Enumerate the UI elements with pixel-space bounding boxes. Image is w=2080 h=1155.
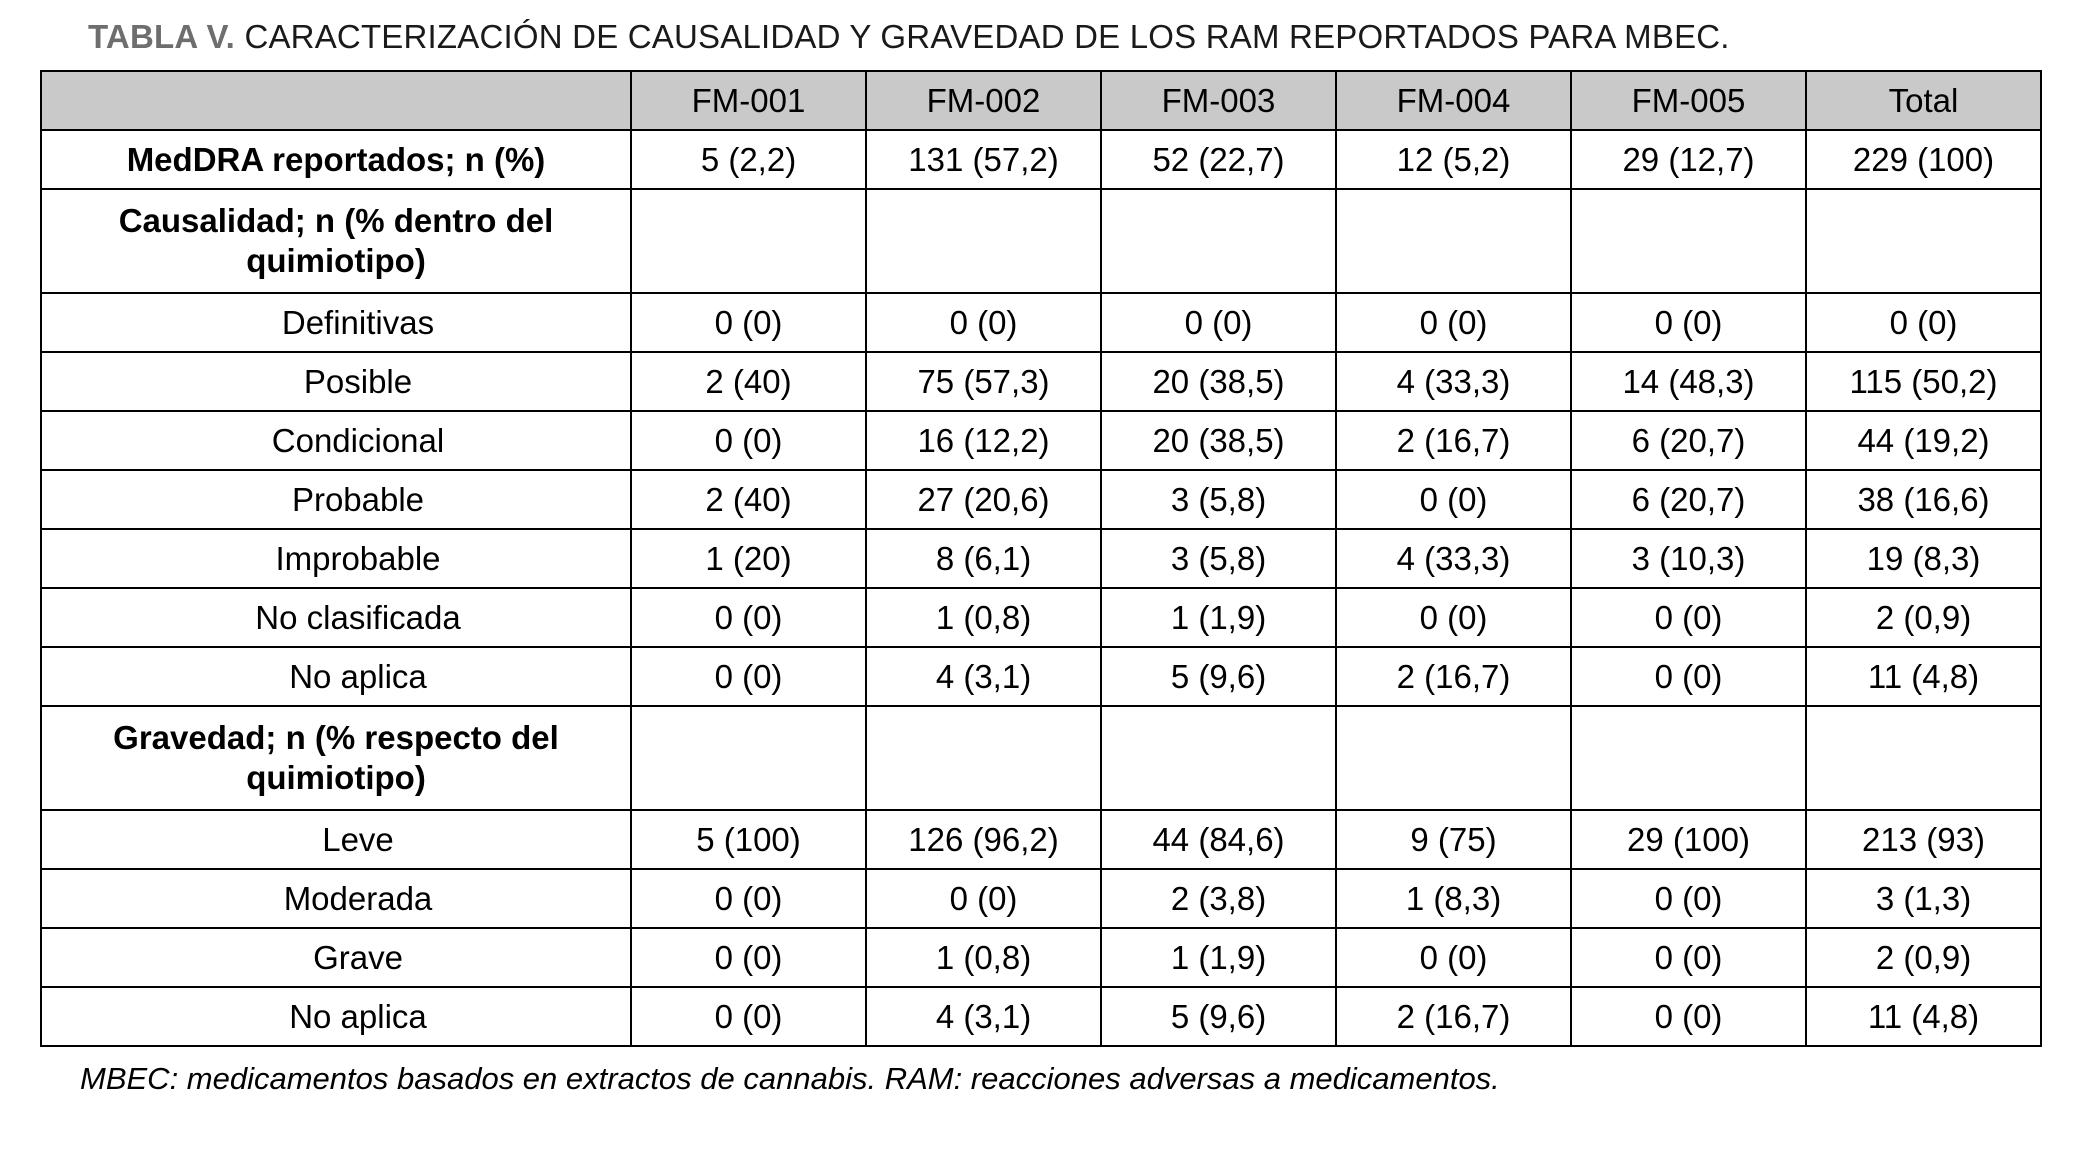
table-cell: 0 (0) (631, 411, 866, 470)
table-row (41, 588, 2041, 647)
table-cell (866, 706, 1101, 810)
table-cell: 2 (40) (631, 470, 866, 529)
table-cell: 75 (57,3) (866, 352, 1101, 411)
table-cell: 0 (0) (1336, 293, 1571, 352)
table-cell: 229 (100) (1806, 130, 2041, 189)
row-label: No clasificada (41, 588, 631, 647)
table-cell: 1 (1,9) (1101, 928, 1336, 987)
table-cell: 0 (0) (1101, 293, 1336, 352)
table-row (41, 869, 2041, 928)
table-cell: 1 (8,3) (1336, 869, 1571, 928)
table-cell: 5 (9,6) (1101, 647, 1336, 706)
table-cell: 44 (19,2) (1806, 411, 2041, 470)
row-label: Improbable (41, 529, 631, 588)
table-cell: 0 (0) (866, 869, 1101, 928)
table-cell: 4 (33,3) (1336, 352, 1571, 411)
table-cell (1806, 189, 2041, 293)
table-cell: 2 (16,7) (1336, 987, 1571, 1046)
table-cell: 8 (6,1) (866, 529, 1101, 588)
table-cell: 3 (10,3) (1571, 529, 1806, 588)
table-cell: 6 (20,7) (1571, 470, 1806, 529)
table-cell: 9 (75) (1336, 810, 1571, 869)
table-cell: 0 (0) (631, 869, 866, 928)
column-header-total: Total (1806, 71, 2041, 130)
table-cell (1336, 706, 1571, 810)
table-footnote: MBEC: medicamentos basados en extractos de cannabis. RAM: reacciones adversas a medicamentos. (80, 1061, 1500, 1096)
row-label: Grave (41, 928, 631, 987)
table-cell: 2 (16,7) (1336, 411, 1571, 470)
table-cell: 44 (84,6) (1101, 810, 1336, 869)
column-header-fm-004: FM-004 (1336, 71, 1571, 130)
table-cell: 11 (4,8) (1806, 647, 2041, 706)
row-label: No aplica (41, 647, 631, 706)
table-cell: 0 (0) (631, 647, 866, 706)
ram-causality-severity-table (40, 70, 2042, 1047)
row-label: MedDRA reportados; n (%) (41, 130, 631, 189)
table-cell: 4 (33,3) (1336, 529, 1571, 588)
table-cell: 0 (0) (1571, 588, 1806, 647)
table-header (41, 71, 2041, 130)
table-cell (631, 189, 866, 293)
table-row (41, 928, 2041, 987)
table-cell: 0 (0) (631, 293, 866, 352)
column-header-fm-002: FM-002 (866, 71, 1101, 130)
table-cell: 1 (0,8) (866, 588, 1101, 647)
table-cell: 3 (5,8) (1101, 529, 1336, 588)
row-label: Condicional (41, 411, 631, 470)
table-cell: 2 (0,9) (1806, 588, 2041, 647)
table-row (41, 470, 2041, 529)
column-header-fm-001: FM-001 (631, 71, 866, 130)
table-body (41, 130, 2041, 1046)
table-cell (1101, 706, 1336, 810)
table-cell: 0 (0) (1571, 293, 1806, 352)
table-cell: 213 (93) (1806, 810, 2041, 869)
table-cell: 2 (3,8) (1101, 869, 1336, 928)
table-cell: 6 (20,7) (1571, 411, 1806, 470)
table-cell: 3 (1,3) (1806, 869, 2041, 928)
table-caption-label: TABLA V. (88, 18, 236, 55)
table-cell: 2 (40) (631, 352, 866, 411)
table-cell: 0 (0) (631, 987, 866, 1046)
table-cell (631, 706, 866, 810)
table-cell: 27 (20,6) (866, 470, 1101, 529)
table-row (41, 647, 2041, 706)
table-cell (866, 189, 1101, 293)
table-cell: 0 (0) (1571, 869, 1806, 928)
table-cell: 3 (5,8) (1101, 470, 1336, 529)
row-label: Posible (41, 352, 631, 411)
table-cell: 115 (50,2) (1806, 352, 2041, 411)
table-cell: 12 (5,2) (1336, 130, 1571, 189)
table-row (41, 810, 2041, 869)
table-cell: 19 (8,3) (1806, 529, 2041, 588)
table-cell: 1 (1,9) (1101, 588, 1336, 647)
table-header-row (41, 71, 2041, 130)
table-row (41, 130, 2041, 189)
table-cell: 29 (100) (1571, 810, 1806, 869)
table-cell: 20 (38,5) (1101, 352, 1336, 411)
table-cell (1806, 706, 2041, 810)
table-cell: 20 (38,5) (1101, 411, 1336, 470)
table-cell: 52 (22,7) (1101, 130, 1336, 189)
table-cell: 0 (0) (1336, 588, 1571, 647)
table-cell: 126 (96,2) (866, 810, 1101, 869)
table-cell: 0 (0) (1336, 928, 1571, 987)
table-cell: 0 (0) (1336, 470, 1571, 529)
table-cell: 16 (12,2) (866, 411, 1101, 470)
table-cell (1336, 189, 1571, 293)
row-label: Probable (41, 470, 631, 529)
table-cell: 1 (20) (631, 529, 866, 588)
table-cell: 4 (3,1) (866, 647, 1101, 706)
table-cell: 38 (16,6) (1806, 470, 2041, 529)
row-label: No aplica (41, 987, 631, 1046)
table-cell: 5 (2,2) (631, 130, 866, 189)
row-label: Definitivas (41, 293, 631, 352)
table-row (41, 529, 2041, 588)
table-cell: 5 (100) (631, 810, 866, 869)
table-cell: 0 (0) (1806, 293, 2041, 352)
column-header-fm-003: FM-003 (1101, 71, 1336, 130)
row-label: Leve (41, 810, 631, 869)
table-cell: 0 (0) (631, 928, 866, 987)
table-cell: 0 (0) (1571, 987, 1806, 1046)
table-cell: 5 (9,6) (1101, 987, 1336, 1046)
column-header-rowlabel (41, 71, 631, 130)
table-row (41, 352, 2041, 411)
table-cell: 4 (3,1) (866, 987, 1101, 1046)
table-row (41, 189, 2041, 293)
table-caption-text: CARACTERIZACIÓN DE CAUSALIDAD Y GRAVEDAD DE LOS RAM REPORTADOS PARA MBEC. (244, 18, 1730, 55)
table-row (41, 411, 2041, 470)
table-caption (88, 18, 2040, 56)
table-cell: 131 (57,2) (866, 130, 1101, 189)
table-cell: 11 (4,8) (1806, 987, 2041, 1046)
table-cell: 2 (16,7) (1336, 647, 1571, 706)
table-cell: 1 (0,8) (866, 928, 1101, 987)
table-cell (1571, 189, 1806, 293)
row-label: Causalidad; n (% dentro del quimiotipo) (41, 189, 631, 293)
table-cell (1571, 706, 1806, 810)
table-cell: 14 (48,3) (1571, 352, 1806, 411)
table-cell (1101, 189, 1336, 293)
table-cell: 0 (0) (631, 588, 866, 647)
table-row (41, 987, 2041, 1046)
row-label: Gravedad; n (% respecto del quimiotipo) (41, 706, 631, 810)
table-cell: 0 (0) (1571, 647, 1806, 706)
column-header-fm-005: FM-005 (1571, 71, 1806, 130)
table-row (41, 293, 2041, 352)
row-label: Moderada (41, 869, 631, 928)
table-row (41, 706, 2041, 810)
table-cell: 0 (0) (866, 293, 1101, 352)
table-cell: 29 (12,7) (1571, 130, 1806, 189)
table-cell: 0 (0) (1571, 928, 1806, 987)
table-cell: 2 (0,9) (1806, 928, 2041, 987)
